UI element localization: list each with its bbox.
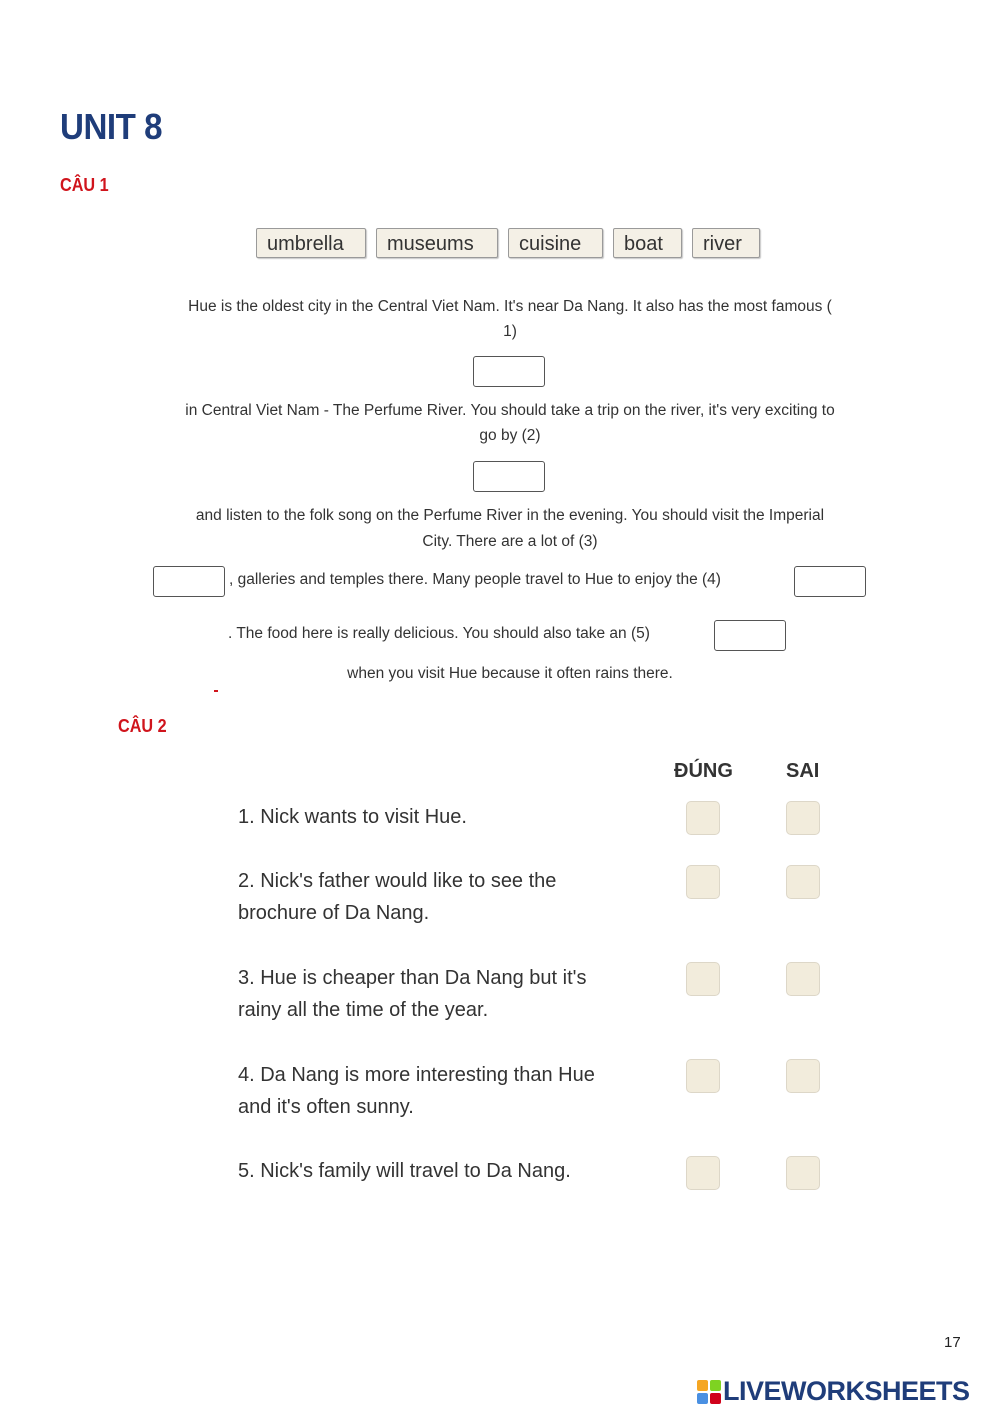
statement-2-line-2: brochure of Da Nang. <box>238 902 430 924</box>
statement-2 <box>238 865 658 929</box>
blank-2-input[interactable] <box>473 461 545 492</box>
statement-3-line-2: rainy all the time of the year. <box>238 999 489 1021</box>
blank-5-input[interactable] <box>714 620 786 651</box>
brand-name: LIVEWORKSHEETS <box>723 1376 970 1406</box>
word-chip-boat[interactable]: boat <box>613 228 682 258</box>
blank-3-input[interactable] <box>153 566 225 597</box>
statement-1-true-checkbox[interactable] <box>686 801 720 835</box>
page-number: 17 <box>944 1334 961 1351</box>
passage-line-4: , galleries and temples there. Many people travel to Hue to enjoy the (4) <box>229 571 721 588</box>
statement-4-true-checkbox[interactable] <box>686 1059 720 1093</box>
brand-footer <box>697 1376 970 1407</box>
statement-1-line-1: 1. Nick wants to visit Hue. <box>238 806 467 828</box>
passage-line-6: when you visit Hue because it often rains there. <box>347 665 673 682</box>
passage-line-5: . The food here is really delicious. You should also take an (5) <box>228 625 650 642</box>
statement-4-line-2: and it's often sunny. <box>238 1096 414 1118</box>
column-header-false: SAI <box>786 760 820 782</box>
statement-4 <box>238 1059 658 1123</box>
statement-1 <box>238 801 658 833</box>
red-mark <box>214 690 218 692</box>
word-chip-cuisine[interactable]: cuisine <box>508 228 603 258</box>
passage-line-2: in Central Viet Nam - The Perfume River. You should take a trip on the river, it's very exciting to <box>185 402 835 419</box>
column-header-true: ĐÚNG <box>674 760 733 782</box>
section-2-title: CÂU 2 <box>118 716 167 736</box>
statement-2-false-checkbox[interactable] <box>786 865 820 899</box>
passage-line-2b: go by (2) <box>479 427 541 444</box>
statement-4-false-checkbox[interactable] <box>786 1059 820 1093</box>
statement-5-line-1: 5. Nick's family will travel to Da Nang. <box>238 1160 571 1182</box>
statement-5-true-checkbox[interactable] <box>686 1156 720 1190</box>
word-chip-river[interactable]: river <box>692 228 760 258</box>
passage-line-3b: City. There are a lot of (3) <box>422 533 598 550</box>
blank-4-input[interactable] <box>794 566 866 597</box>
statement-5 <box>238 1155 658 1187</box>
unit-title: UNIT 8 <box>60 106 163 147</box>
passage-line-1b: 1) <box>503 323 517 340</box>
statement-3 <box>238 962 658 1026</box>
statement-4-line-1: 4. Da Nang is more interesting than Hue <box>238 1064 595 1086</box>
liveworksheets-logo-icon <box>697 1380 721 1404</box>
statement-3-line-1: 3. Hue is cheaper than Da Nang but it's <box>238 967 587 989</box>
passage-line-3: and listen to the folk song on the Perfume River in the evening. You should visit the Imperial <box>195 507 825 524</box>
statement-2-true-checkbox[interactable] <box>686 865 720 899</box>
statement-5-false-checkbox[interactable] <box>786 1156 820 1190</box>
word-chip-umbrella[interactable]: umbrella <box>256 228 366 258</box>
statement-3-false-checkbox[interactable] <box>786 962 820 996</box>
statement-3-true-checkbox[interactable] <box>686 962 720 996</box>
section-1-title: CÂU 1 <box>60 175 109 195</box>
passage-line-1: Hue is the oldest city in the Central Viet Nam. It's near Da Nang. It also has the most famous ( <box>188 298 832 315</box>
statement-1-false-checkbox[interactable] <box>786 801 820 835</box>
word-chip-museums[interactable]: museums <box>376 228 498 258</box>
word-bank <box>256 228 760 258</box>
statement-2-line-1: 2. Nick's father would like to see the <box>238 870 557 892</box>
blank-1-input[interactable] <box>473 356 545 387</box>
